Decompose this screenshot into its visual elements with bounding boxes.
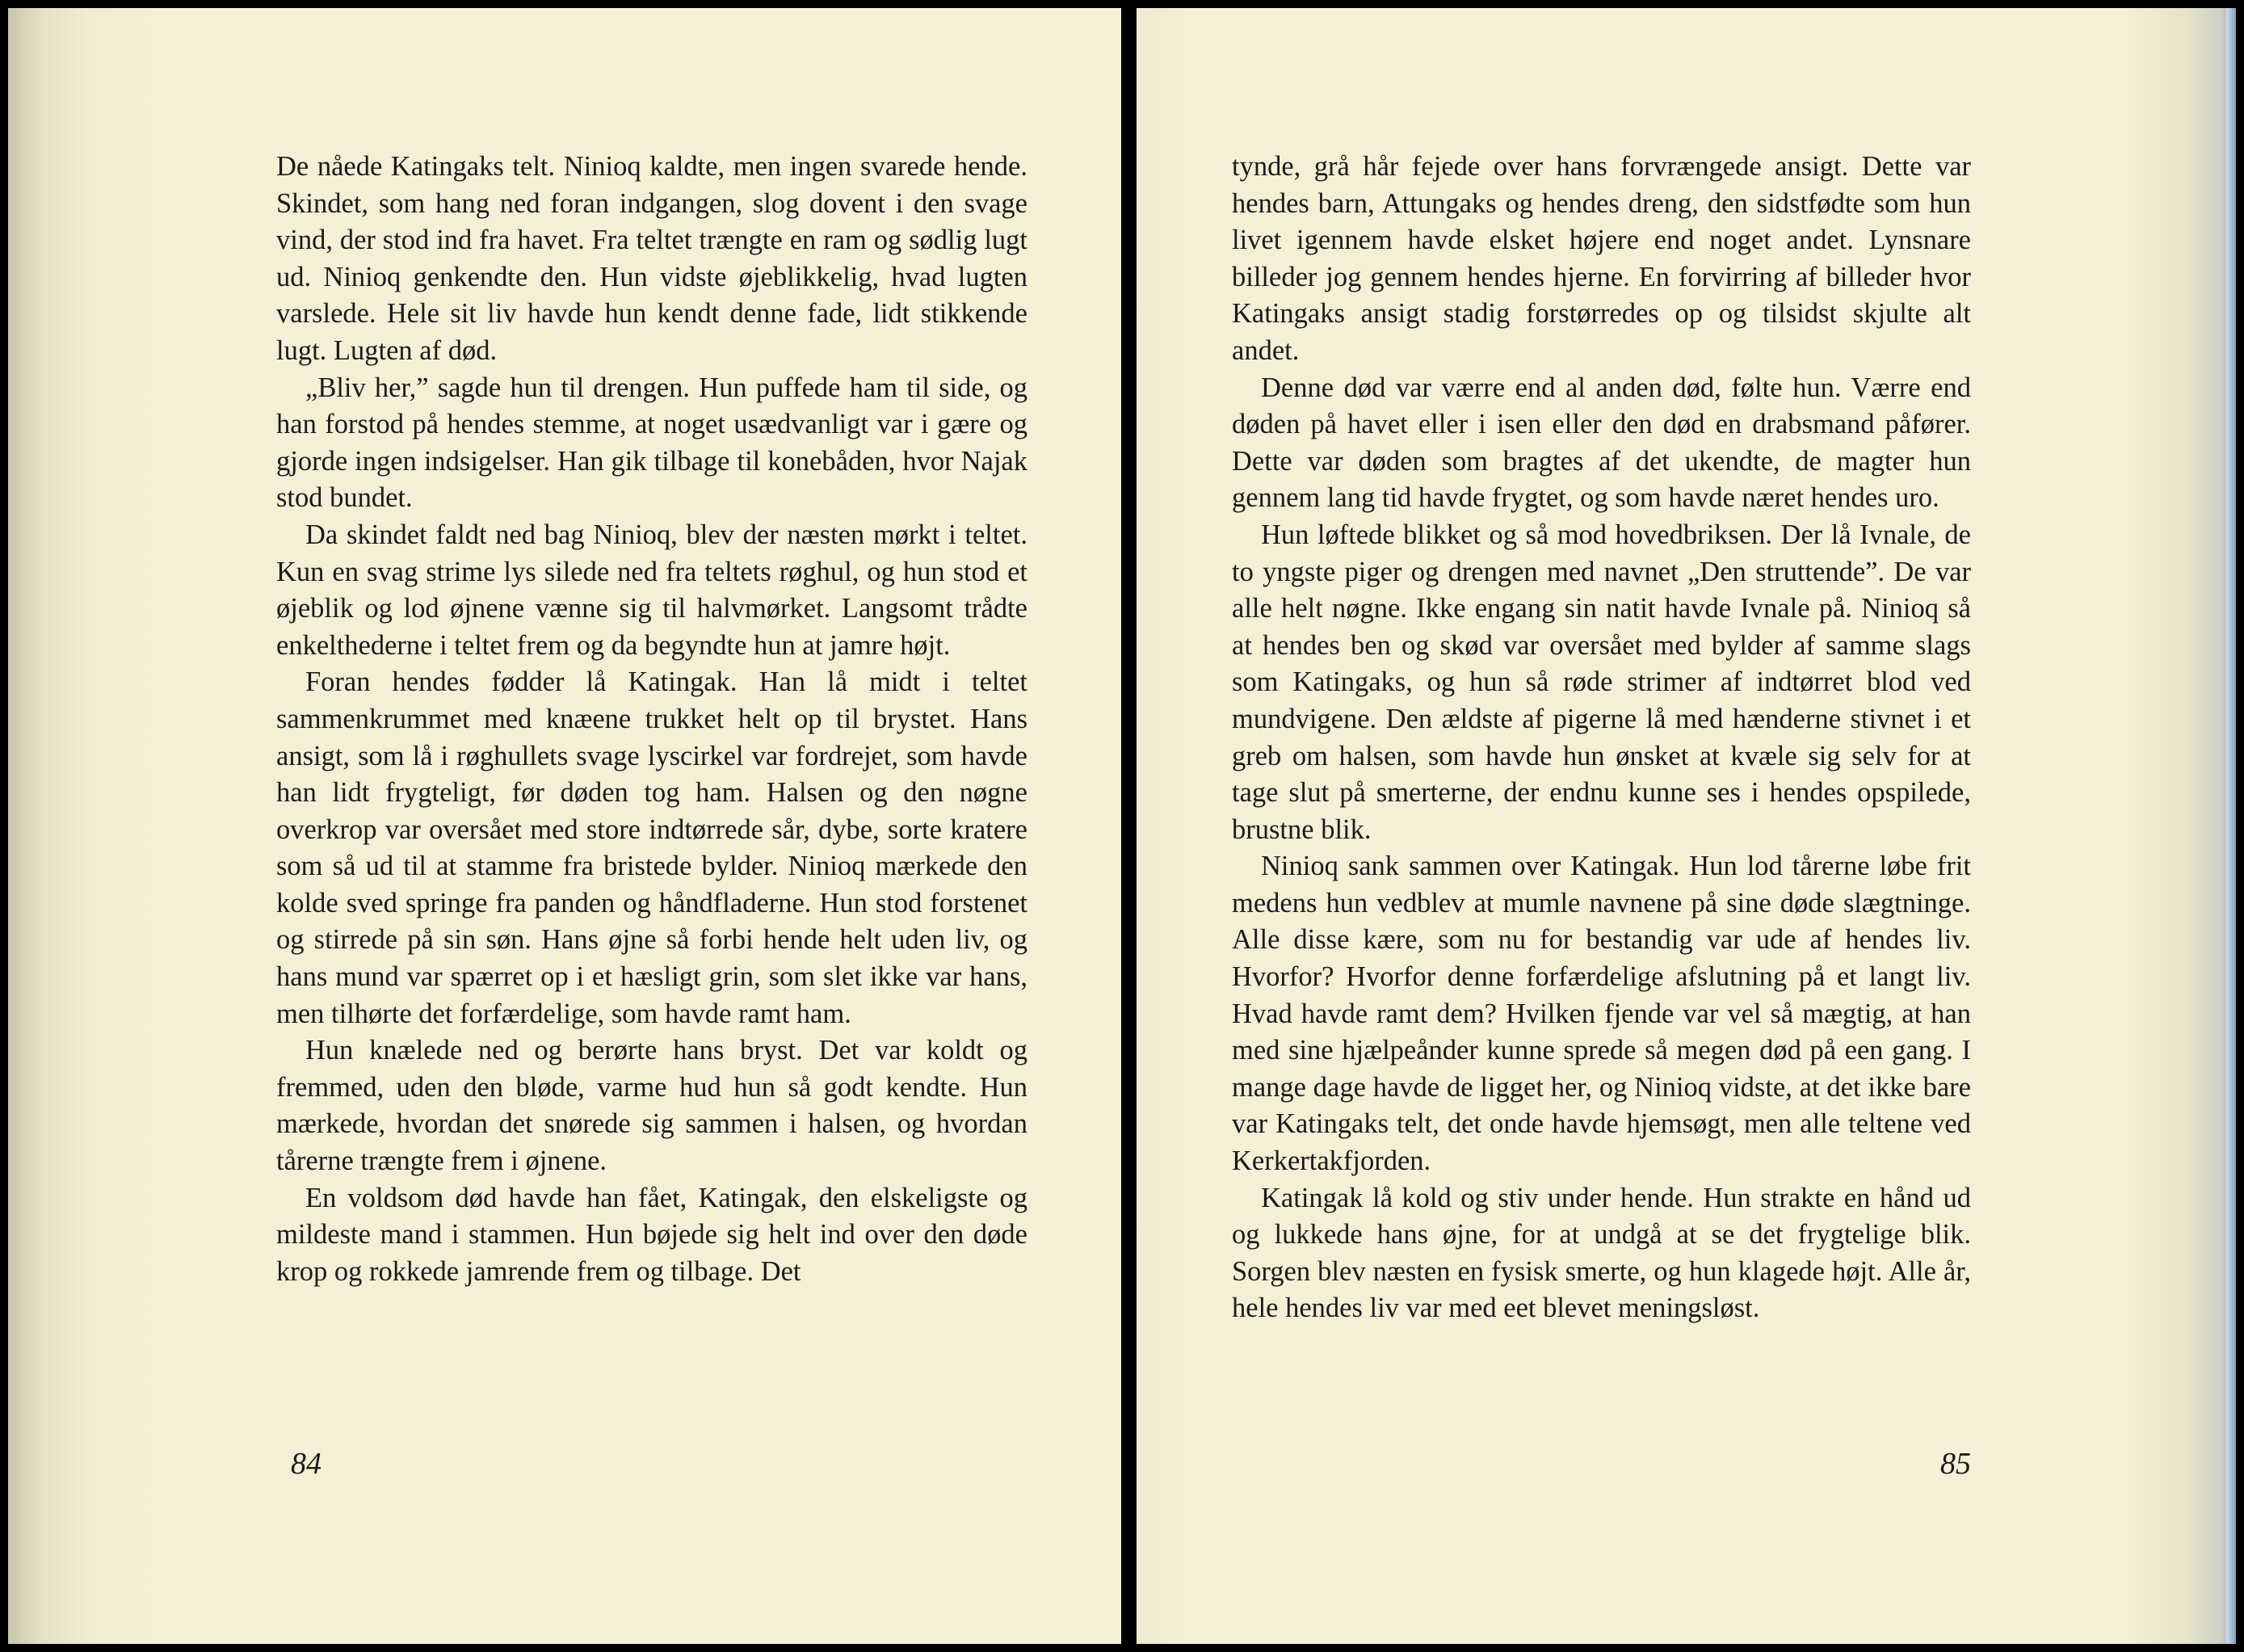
- page-edge-right: [2226, 8, 2236, 1644]
- page-number-left: 84: [291, 1447, 321, 1481]
- right-paragraph-4: Ninioq sank sammen over Katingak. Hun lod tårerne løbe frit medens hun vedblev at mumle navnene på sine døde slægtninge. Alle disse kære, som nu for bestandig var ude af hendes liv. Hvorfor? Hvorfor denne forfærdelige afslutning på et langt liv. Hvad havde ramt dem? Hvilken fjende var vel så mægtig, at han med sine hjælpeånder kunne sprede så megen død på een gang. I mange dage havde de ligget her, og Ninioq vidste, at det ikke bare var Katingaks telt, det onde havde hjemsøgt, men alle teltene ved Kerkertakfjorden.: [1232, 851, 1971, 1177]
- right-paragraph-3: Hun løftede blikket og så mod hovedbriksen. Der lå Ivnale, de to yngste piger og drengen med navnet „Den struttende”. De var alle helt nøgne. Ikke engang sin natit havde Ivnale på. Ninioq så at hendes ben og skød var oversået med bylder af samme slags som Katingaks, og hun så røde strimer af indtørret blod ved mundvigene. Den ældste af pigerne lå med hænderne stivnet i et greb om halsen, som havde hun ønsket at kvæle sig selv for at tage slut på smerterne, der endnu kunne ses i hendes opspilede, brustne blik.: [1232, 519, 1971, 845]
- right-page-text: [1232, 149, 1971, 1327]
- left-paragraph-3: Da skindet faldt ned bag Ninioq, blev der næsten mørkt i teltet. Kun en svag strime lys silede ned fra teltets røghul, og hun stod et øjeblik og lod øjnene vænne sig til halvmørket. Langsomt trådte enkelthederne i teltet frem og da begyndte hun at jamre højt.: [276, 519, 1027, 661]
- left-paragraph-4: Foran hendes fødder lå Katingak. Han lå midt i teltet sammenkrummet med knæene trukket helt op til brystet. Hans ansigt, som lå i røghullets svage lyscirkel var fordrejet, som havde han lidt frygteligt, før døden tog ham. Halsen og den nøgne overkrop var oversået med store indtørrede sår, dybe, sorte kratere som så ud til at stamme fra bristede bylder. Ninioq mærkede den kolde sved springe fra panden og håndfladerne. Hun stod forstenet og stirrede på sin søn. Hans øjne så forbi hende helt uden liv, og hans mund var spærret op i et hæsligt grin, som slet ikke var hans, men tilhørte det forfærdelige, som havde ramt ham.: [276, 666, 1027, 1029]
- right-paragraph-2: Denne død var værre end al anden død, følte hun. Værre end døden på havet eller i isen eller den død en drabsmand påfører. Dette var døden som bragtes af det ukendte, de magter hun gennem lang tid havde frygtet, og som havde næret hendes uro.: [1232, 372, 1971, 514]
- right-paragraph-1: tynde, grå hår fejede over hans forvrængede ansigt. Dette var hendes barn, Attungaks og hendes dreng, den sidstfødte som hun livet igennem havde elsket højere end noget andet. Lynsnare billeder jog gennem hendes hjerne. En forvirring af billeder hvor Katingaks ansigt stadig forstørredes op og tilsidst skjulte alt andet.: [1232, 151, 1971, 366]
- left-paragraph-1: De nåede Katingaks telt. Ninioq kaldte, men ingen svarede hende. Skindet, som hang ned foran indgangen, slog dovent i den svage vind, der stod ind fra havet. Fra teltet trængte en ram og sødlig lugt ud. Ninioq genkendte den. Hun vidste øjeblikkelig, hvad lugten varslede. Hele sit liv havde hun kendt denne fade, lidt stikkende lugt. Lugten af død.: [276, 151, 1027, 366]
- left-paragraph-2: „Bliv her,” sagde hun til drengen. Hun puffede ham til side, og han forstod på hendes stemme, at noget usædvanligt var i gære og gjorde ingen indsigelser. Han gik tilbage til konebåden, hvor Najak stod bundet.: [276, 372, 1027, 514]
- page-number-right: 85: [1940, 1447, 1971, 1481]
- right-paragraph-5: Katingak lå kold og stiv under hende. Hun strakte en hånd ud og lukkede hans øjne, for at undgå at se det frygtelige blik. Sorgen blev næsten en fysisk smerte, og hun klagede højt. Alle år, hele hendes liv var med eet blevet meningsløst.: [1232, 1182, 1971, 1324]
- left-page-text: [276, 149, 1027, 1290]
- left-paragraph-5: Hun knælede ned og berørte hans bryst. Det var koldt og fremmed, uden den bløde, varme hud hun så godt kendte. Hun mærkede, hvordan det snørede sig sammen i halsen, og hvordan tårerne trængte frem i øjnene.: [276, 1035, 1027, 1177]
- left-paragraph-6: En voldsom død havde han fået, Katingak, den elskeligste og mildeste mand i stammen. Hun bøjede sig helt ind over den døde krop og rokkede jamrende frem og tilbage. Det: [276, 1182, 1027, 1287]
